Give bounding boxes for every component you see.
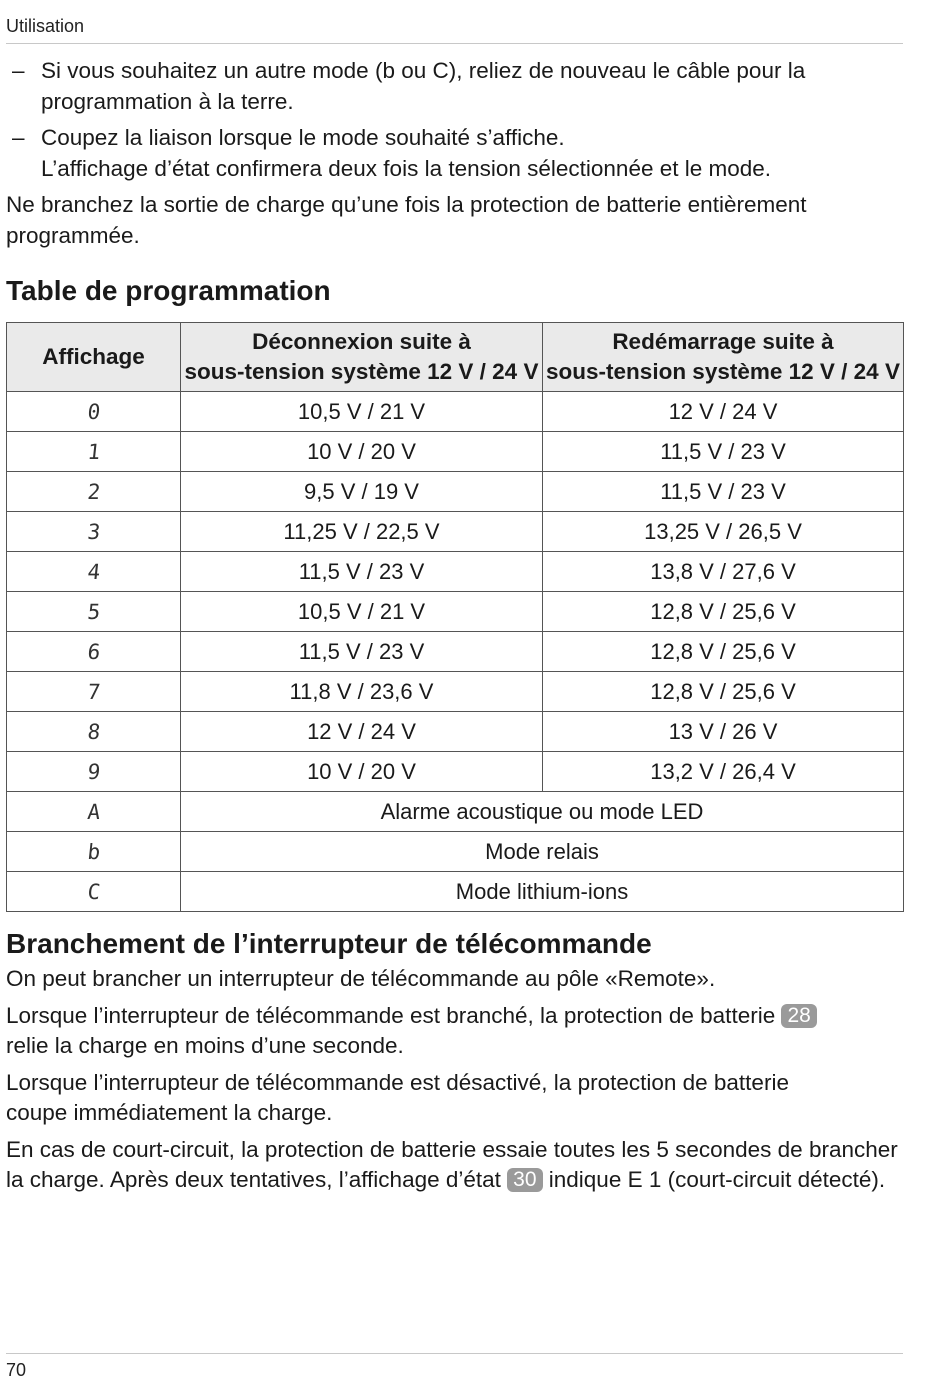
table-row — [7, 392, 904, 432]
header-cutoff — [181, 323, 543, 392]
restart-voltage: 12 V / 24 V — [543, 392, 904, 432]
mode-description: Mode relais — [181, 832, 904, 872]
paragraph-text: indique E 1 (court-circuit détecté). — [542, 1167, 886, 1192]
dash-list-item — [6, 123, 903, 184]
dash-bullet: – — [12, 125, 25, 150]
note-line: Ne branchez la sortie de charge qu’une fois la protection de batterie entièrement — [6, 192, 807, 217]
page-number: 70 — [6, 1360, 27, 1380]
reference-badge: 30 — [507, 1168, 542, 1192]
table-header-row — [7, 323, 904, 392]
restart-voltage: 13,25 V / 26,5 V — [543, 512, 904, 552]
remote-paragraph: On peut brancher un interrupteur de télécommande au pôle «Remote». — [6, 966, 716, 991]
restart-voltage: 13,2 V / 26,4 V — [543, 752, 904, 792]
dash-list-item — [6, 56, 903, 117]
paragraph-text: Lorsque l’interrupteur de télécommande est désactivé, la protection de batterie — [6, 1069, 789, 1095]
display-code: b — [4, 832, 182, 872]
footer-divider — [6, 1353, 903, 1354]
programming-table — [6, 322, 904, 912]
cutoff-voltage: 10,5 V / 21 V — [181, 592, 543, 632]
cutoff-voltage: 10,5 V / 21 V — [181, 392, 543, 432]
running-header: Utilisation — [6, 16, 85, 36]
header-restart — [543, 323, 904, 392]
dash-item-text: Si vous souhaitez un autre mode (b ou C), reliez de nouveau le câble pour la — [41, 58, 806, 83]
paragraph-text: coupe immédiatement la charge. — [6, 1100, 333, 1125]
cutoff-voltage: 9,5 V / 19 V — [181, 472, 543, 512]
table-row — [7, 712, 904, 752]
display-code: 4 — [4, 552, 182, 592]
table-row — [7, 672, 904, 712]
table-row — [7, 472, 904, 512]
display-code: 5 — [4, 592, 182, 632]
dash-item-text: L’affichage d’état confirmera deux fois la tension sélectionnée et le mode. — [41, 155, 772, 181]
restart-voltage: 11,5 V / 23 V — [543, 472, 904, 512]
display-code: 8 — [4, 712, 182, 752]
restart-voltage: 11,5 V / 23 V — [543, 432, 904, 472]
display-code: 0 — [4, 392, 182, 432]
remote-paragraph — [6, 1135, 903, 1196]
table-row — [7, 512, 904, 552]
restart-voltage: 12,8 V / 25,6 V — [543, 592, 904, 632]
header-cutoff-line: Déconnexion suite à — [252, 329, 471, 354]
table-row — [7, 552, 904, 592]
cutoff-voltage: 11,8 V / 23,6 V — [181, 672, 543, 712]
paragraph-text: la charge. Après deux tentatives, l’affichage d’état — [6, 1167, 508, 1192]
display-code: C — [4, 872, 182, 912]
display-code: A — [4, 792, 182, 832]
table-row — [7, 432, 904, 472]
display-code: 6 — [4, 632, 182, 672]
remote-paragraph — [6, 1001, 903, 1062]
section-title: Branchement de l’interrupteur de télécommande — [6, 928, 652, 959]
table-row — [7, 592, 904, 632]
table-row — [7, 792, 904, 832]
header-restart-line: sous-tension système 12 V / 24 V — [546, 359, 900, 384]
note-paragraph — [6, 190, 903, 251]
paragraph-text: Lorsque l’interrupteur de télécommande est branché, la protection de batterie — [6, 1002, 782, 1028]
cutoff-voltage: 11,5 V / 23 V — [181, 632, 543, 672]
header-cutoff-line: sous-tension système 12 V / 24 V — [184, 359, 539, 384]
restart-voltage: 12,8 V / 25,6 V — [543, 672, 904, 712]
mode-description: Mode lithium-ions — [181, 872, 904, 912]
paragraph-text: En cas de court-circuit, la protection de batterie essaie toutes les 5 secondes de brancher — [6, 1136, 898, 1162]
reference-badge: 28 — [781, 1004, 816, 1028]
cutoff-voltage: 10 V / 20 V — [181, 752, 543, 792]
header-restart-line: Redémarrage suite à — [612, 329, 834, 354]
display-code: 2 — [4, 472, 182, 512]
page-content — [6, 56, 903, 1202]
cutoff-voltage: 11,25 V / 22,5 V — [181, 512, 543, 552]
dash-item-text: programmation à la terre. — [41, 88, 294, 114]
cutoff-voltage: 12 V / 24 V — [181, 712, 543, 752]
display-code: 9 — [4, 752, 182, 792]
dash-item-text: Coupez la liaison lorsque le mode souhaité s’affiche. — [41, 125, 565, 150]
table-row — [7, 632, 904, 672]
header-display: Affichage — [7, 323, 181, 392]
dash-bullet: – — [12, 58, 25, 83]
note-line: programmée. — [6, 222, 140, 248]
header-divider — [6, 43, 903, 44]
table-row — [7, 872, 904, 912]
restart-voltage: 13,8 V / 27,6 V — [543, 552, 904, 592]
table-row — [7, 752, 904, 792]
remote-paragraph — [6, 1068, 903, 1129]
paragraph-text: relie la charge en moins d’une seconde. — [6, 1033, 404, 1058]
display-code: 1 — [4, 432, 182, 472]
restart-voltage: 12,8 V / 25,6 V — [543, 632, 904, 672]
display-code: 7 — [4, 672, 182, 712]
table-row — [7, 832, 904, 872]
cutoff-voltage: 10 V / 20 V — [181, 432, 543, 472]
cutoff-voltage: 11,5 V / 23 V — [181, 552, 543, 592]
display-code: 3 — [4, 512, 182, 552]
mode-description: Alarme acoustique ou mode LED — [181, 792, 904, 832]
table-title: Table de programmation — [6, 275, 331, 306]
restart-voltage: 13 V / 26 V — [543, 712, 904, 752]
